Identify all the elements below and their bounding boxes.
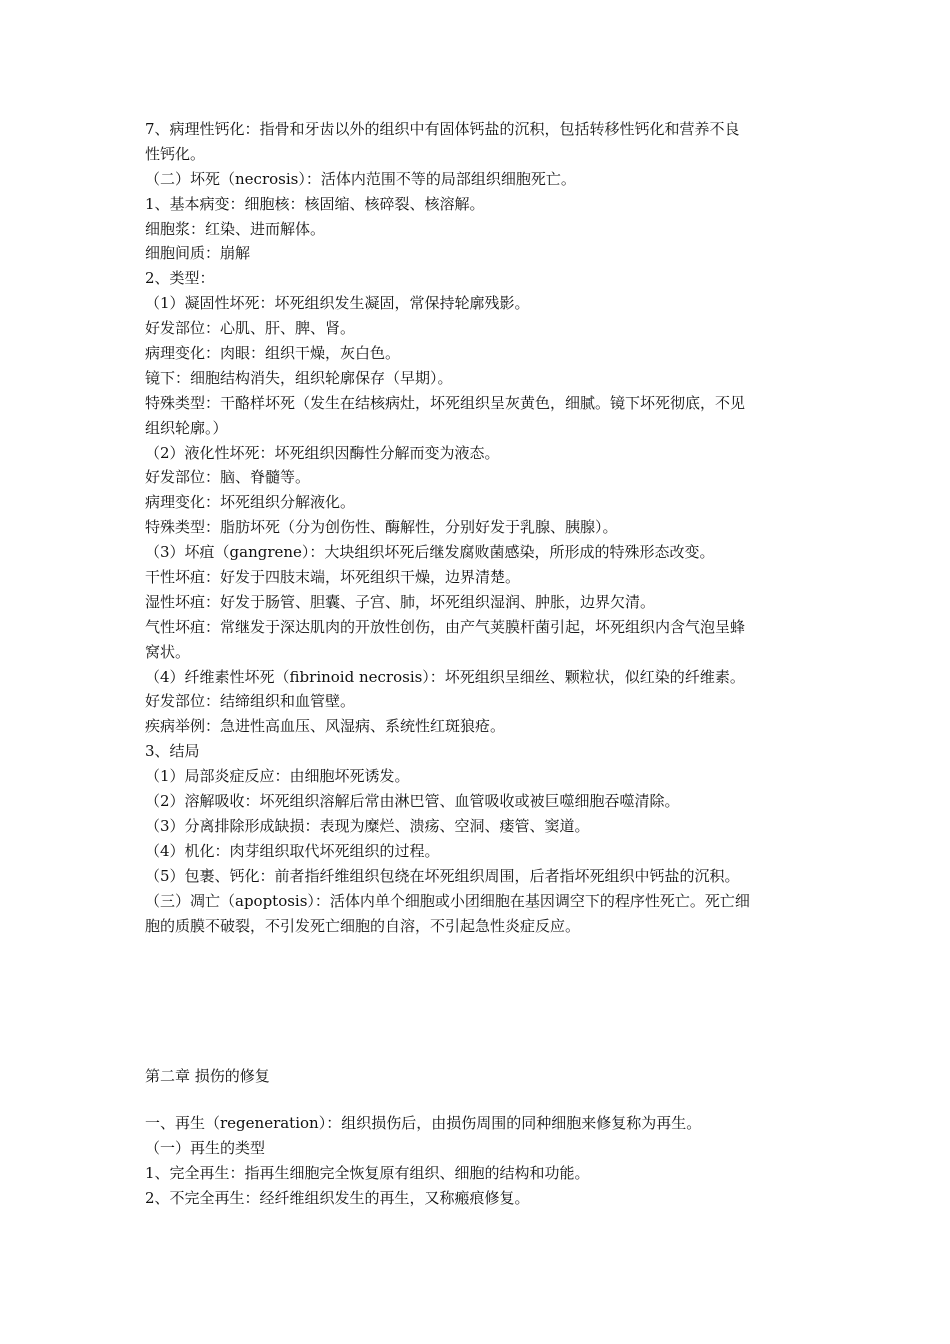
text-line: 干性坏疽：好发于四肢末端，坏死组织干燥，边界清楚。 [145, 568, 521, 587]
text-line: 胞的质膜不破裂，不引发死亡细胞的自溶，不引起急性炎症反应。 [145, 916, 581, 935]
text-line: 1、基本病变：细胞核：核固缩、核碎裂、核溶解。 [145, 194, 485, 213]
regeneration-section [145, 1111, 810, 1211]
text-line: 气性坏疽：常继发于深达肌肉的开放性创伤，由产气荚膜杆菌引起，坏死组织内含气泡呈蜂 [145, 617, 746, 636]
text-line: 3、结局 [145, 742, 200, 761]
text-line: 性钙化。 [145, 144, 206, 163]
text-line: （1）凝固性坏死：坏死组织发生凝固，常保持轮廓残影。 [145, 294, 530, 313]
text-line: 7、病理性钙化：指骨和牙齿以外的组织中有固体钙盐的沉积，包括转移性钙化和营养不良 [145, 120, 740, 138]
text-line: 好发部位：结缔组织和血管壁。 [145, 692, 356, 711]
text-line: 窝状。 [145, 642, 191, 661]
text-line: 好发部位：心肌、肝、脾、肾。 [145, 319, 356, 338]
text-line: 一、再生（regeneration）：组织损伤后，由损伤周围的同种细胞来修复称为再生。 [145, 1114, 702, 1132]
text-line: 1、完全再生：指再生细胞完全恢复原有组织、细胞的结构和功能。 [145, 1163, 590, 1182]
text-line: （5）包裹、钙化：前者指纤维组织包绕在坏死组织周围，后者指坏死组织中钙盐的沉积。 [145, 866, 740, 885]
text-line: 2、不完全再生：经纤维组织发生的再生，又称瘢痕修复。 [145, 1188, 530, 1207]
text-line: 细胞间质：崩解 [145, 244, 251, 263]
text-line: （2）溶解吸收：坏死组织溶解后常由淋巴管、血管吸收或被巨噬细胞吞噬清除。 [145, 792, 680, 811]
text-line: 特殊类型：干酪样坏死（发生在结核病灶，坏死组织呈灰黄色，细腻。镜下坏死彻底，不见 [145, 393, 746, 412]
chapter-title: 第二章 损伤的修复 [145, 1067, 270, 1085]
text-line: 组织轮廓。） [145, 418, 228, 437]
text-line: 病理变化：肉眼：组织干燥，灰白色。 [145, 344, 401, 363]
text-line: 细胞浆：红染、进而解体。 [145, 219, 326, 238]
necrosis-section [145, 117, 810, 938]
text-line: （3）分离排除形成缺损：表现为糜烂、溃疡、空洞、瘘管、窦道。 [145, 816, 590, 835]
text-line: （三）凋亡（apoptosis）：活体内单个细胞或小团细胞在基因调空下的程序性死亡。死亡细 [145, 891, 750, 910]
text-line: （3）坏疽（gangrene）：大块组织坏死后继发腐败菌感染，所形成的特殊形态改变。 [145, 543, 715, 562]
text-line: （2）液化性坏死：坏死组织因酶性分解而变为液态。 [145, 443, 500, 462]
text-line: （1）局部炎症反应：由细胞坏死诱发。 [145, 767, 410, 786]
text-line: 2、类型： [145, 269, 215, 288]
text-line: （4）机化：肉芽组织取代坏死组织的过程。 [145, 841, 440, 860]
text-line: 湿性坏疽：好发于肠管、胆囊、子宫、肺，坏死组织湿润、肿胀，边界欠清。 [145, 592, 656, 611]
text-line: （一）再生的类型 [145, 1138, 266, 1157]
text-line: 疾病举例：急进性高血压、风湿病、系统性红斑狼疮。 [145, 717, 506, 736]
chapter-heading [145, 1064, 810, 1089]
text-line: 好发部位：脑、脊髓等。 [145, 468, 311, 487]
text-line: （二）坏死（necrosis）：活体内范围不等的局部组织细胞死亡。 [145, 169, 576, 188]
text-line: （4）纤维素性坏死（fibrinoid necrosis）：坏死组织呈细丝、颗粒状，似红染的纤维素。 [145, 667, 745, 686]
text-line: 病理变化：坏死组织分解液化。 [145, 493, 356, 512]
text-line: 特殊类型：脂肪坏死（分为创伤性、酶解性，分别好发于乳腺、胰腺）。 [145, 518, 618, 537]
text-line: 镜下：细胞结构消失，组织轮廓保存（早期）。 [145, 368, 453, 387]
